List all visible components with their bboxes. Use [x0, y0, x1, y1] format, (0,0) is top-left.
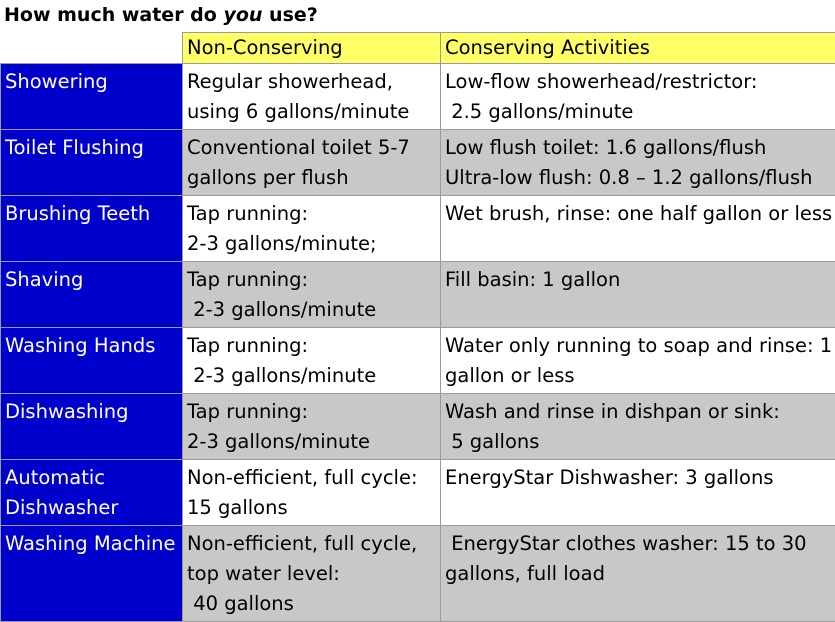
- header-row: [1, 33, 835, 64]
- title-prefix: How much water do: [4, 4, 223, 26]
- table-row: [1, 328, 835, 394]
- table-row: [1, 394, 835, 460]
- table-row: [1, 196, 835, 262]
- conserving-cell: Fill basin: 1 gallon: [441, 262, 835, 328]
- activity-cell: Dishwashing: [1, 394, 183, 460]
- conserving-cell: Wet brush, rinse: one half gallon or less: [441, 196, 835, 262]
- activity-cell: Washing Machine: [1, 526, 183, 622]
- activity-cell: Showering: [1, 64, 183, 130]
- conserving-cell: EnergyStar clothes washer: 15 to 30 gallons, full load: [441, 526, 835, 622]
- non-conserving-cell: Tap running: 2-3 gallons/minute: [183, 328, 441, 394]
- activity-cell: Shaving: [1, 262, 183, 328]
- non-conserving-cell: Non-efficient, full cycle, top water level: 40 gallons: [183, 526, 441, 622]
- table-row: [1, 262, 835, 328]
- water-usage-table: [0, 32, 835, 622]
- conserving-cell: Water only running to soap and rinse: 1 gallon or less: [441, 328, 835, 394]
- page-title: [4, 2, 318, 30]
- header-blank-cell: [1, 33, 183, 64]
- table-row: [1, 130, 835, 196]
- conserving-cell: Low-flow showerhead/restrictor: 2.5 gallons/minute: [441, 64, 835, 130]
- conserving-cell: EnergyStar Dishwasher: 3 gallons: [441, 460, 835, 526]
- table-row: [1, 526, 835, 622]
- conserving-cell: Wash and rinse in dishpan or sink: 5 gallons: [441, 394, 835, 460]
- non-conserving-cell: Conventional toilet 5-7 gallons per flush: [183, 130, 441, 196]
- non-conserving-cell: Non-efficient, full cycle: 15 gallons: [183, 460, 441, 526]
- column-header-conserving: Conserving Activities: [441, 33, 835, 64]
- non-conserving-cell: Tap running: 2-3 gallons/minute: [183, 394, 441, 460]
- table-row: [1, 460, 835, 526]
- activity-cell: Washing Hands: [1, 328, 183, 394]
- non-conserving-cell: Regular showerhead, using 6 gallons/minute: [183, 64, 441, 130]
- conserving-cell: Low flush toilet: 1.6 gallons/flush Ultra-low flush: 0.8 – 1.2 gallons/flush: [441, 130, 835, 196]
- activity-cell: Automatic Dishwasher: [1, 460, 183, 526]
- activity-cell: Toilet Flushing: [1, 130, 183, 196]
- non-conserving-cell: Tap running: 2-3 gallons/minute;: [183, 196, 441, 262]
- activity-cell: Brushing Teeth: [1, 196, 183, 262]
- non-conserving-cell: Tap running: 2-3 gallons/minute: [183, 262, 441, 328]
- title-suffix: use?: [262, 4, 317, 26]
- column-header-non-conserving: Non-Conserving: [183, 33, 441, 64]
- title-emphasis: you: [223, 4, 262, 26]
- table-row: [1, 64, 835, 130]
